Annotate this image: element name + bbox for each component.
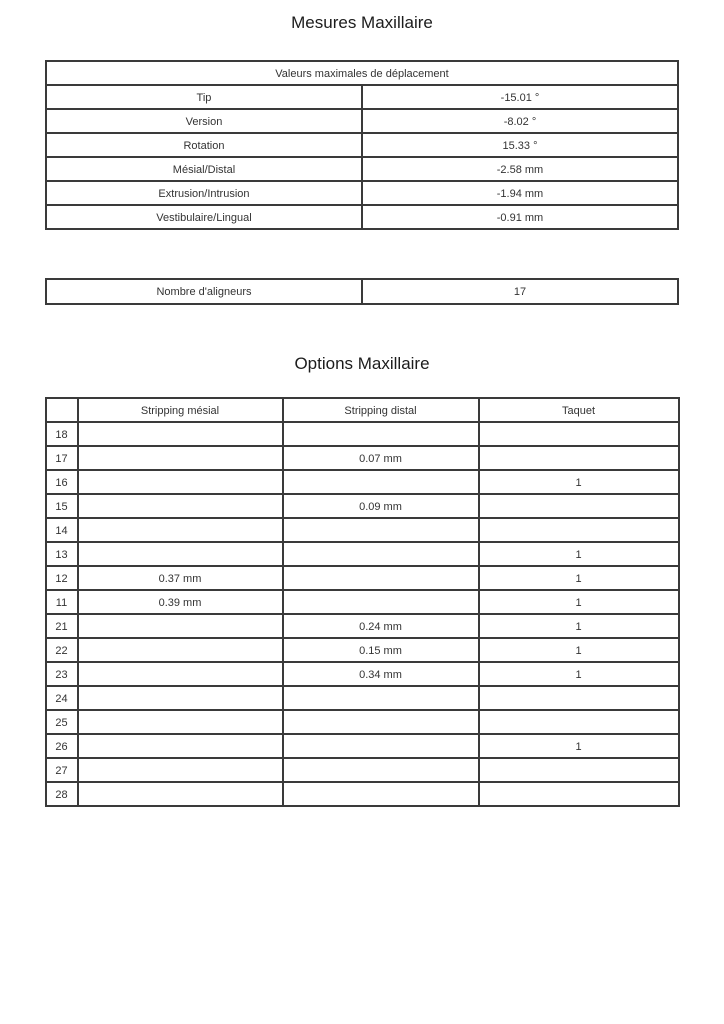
taquet-value: 1 [479, 734, 679, 758]
stripping-distal-value [283, 566, 479, 590]
column-header-stripping-distal: Stripping distal [283, 398, 479, 422]
table-row [46, 279, 678, 304]
taquet-value: 1 [479, 662, 679, 686]
stripping-distal-value [283, 590, 479, 614]
options-table-row [46, 518, 679, 542]
taquet-value: 1 [479, 470, 679, 494]
tooth-number: 21 [46, 614, 78, 638]
measure-value: -1.94 mm [362, 181, 678, 205]
tooth-number: 12 [46, 566, 78, 590]
table-row [46, 181, 678, 205]
stripping-mesial-value: 0.37 mm [78, 566, 283, 590]
stripping-distal-value: 0.34 mm [283, 662, 479, 686]
options-table-row [46, 614, 679, 638]
tooth-number: 11 [46, 590, 78, 614]
page-title-options: Options Maxillaire [294, 354, 430, 373]
column-header-taquet: Taquet [479, 398, 679, 422]
options-table-header-row [46, 398, 679, 422]
page-title-measures: Mesures Maxillaire [291, 13, 433, 32]
taquet-value [479, 710, 679, 734]
measure-value: -0.91 mm [362, 205, 678, 229]
table-row [46, 109, 678, 133]
taquet-value: 1 [479, 542, 679, 566]
tooth-number: 24 [46, 686, 78, 710]
tooth-number: 25 [46, 710, 78, 734]
options-table [45, 397, 680, 807]
stripping-mesial-value [78, 686, 283, 710]
aligners-table [45, 278, 679, 305]
measure-label: Extrusion/Intrusion [46, 181, 362, 205]
stripping-distal-value [283, 518, 479, 542]
stripping-mesial-value [78, 518, 283, 542]
taquet-value: 1 [479, 614, 679, 638]
tooth-number: 17 [46, 446, 78, 470]
stripping-distal-value [283, 422, 479, 446]
stripping-mesial-value [78, 734, 283, 758]
options-table-row [46, 662, 679, 686]
stripping-mesial-value [78, 446, 283, 470]
stripping-mesial-value [78, 782, 283, 806]
stripping-mesial-value [78, 662, 283, 686]
options-table-row [46, 494, 679, 518]
measures-table [45, 60, 679, 230]
options-table-row [46, 446, 679, 470]
options-table-row [46, 734, 679, 758]
taquet-value [479, 686, 679, 710]
stripping-distal-value: 0.07 mm [283, 446, 479, 470]
table-row [46, 133, 678, 157]
stripping-distal-value: 0.15 mm [283, 638, 479, 662]
tooth-number: 28 [46, 782, 78, 806]
options-table-row [46, 782, 679, 806]
measure-value: -15.01 ° [362, 85, 678, 109]
measure-value: 15.33 ° [362, 133, 678, 157]
stripping-mesial-value [78, 614, 283, 638]
options-table-row [46, 710, 679, 734]
options-table-row [46, 566, 679, 590]
stripping-distal-value [283, 470, 479, 494]
options-table-row [46, 542, 679, 566]
taquet-value [479, 446, 679, 470]
stripping-distal-value [283, 710, 479, 734]
options-table-row [46, 638, 679, 662]
measure-label: Tip [46, 85, 362, 109]
taquet-value: 1 [479, 590, 679, 614]
stripping-distal-value [283, 758, 479, 782]
stripping-mesial-value [78, 470, 283, 494]
options-table-row [46, 470, 679, 494]
table-row [46, 85, 678, 109]
measure-value: -2.58 mm [362, 157, 678, 181]
taquet-value [479, 422, 679, 446]
measure-label: Version [46, 109, 362, 133]
stripping-mesial-value [78, 422, 283, 446]
stripping-mesial-value [78, 638, 283, 662]
taquet-value: 1 [479, 638, 679, 662]
stripping-mesial-value [78, 710, 283, 734]
measure-label: Mésial/Distal [46, 157, 362, 181]
stripping-distal-value [283, 686, 479, 710]
aligners-count-label: Nombre d'aligneurs [46, 279, 362, 304]
measure-label: Vestibulaire/Lingual [46, 205, 362, 229]
stripping-distal-value [283, 542, 479, 566]
stripping-mesial-value [78, 494, 283, 518]
options-table-row [46, 422, 679, 446]
taquet-value [479, 758, 679, 782]
measures-table-header-row [46, 61, 678, 85]
tooth-number: 23 [46, 662, 78, 686]
taquet-value [479, 782, 679, 806]
taquet-value [479, 494, 679, 518]
tooth-number: 13 [46, 542, 78, 566]
options-table-row [46, 686, 679, 710]
taquet-value: 1 [479, 566, 679, 590]
aligners-count-value: 17 [362, 279, 678, 304]
options-table-row [46, 758, 679, 782]
tooth-number: 15 [46, 494, 78, 518]
stripping-distal-value [283, 782, 479, 806]
tooth-number: 14 [46, 518, 78, 542]
tooth-number: 16 [46, 470, 78, 494]
table-row [46, 205, 678, 229]
options-table-row [46, 590, 679, 614]
stripping-mesial-value: 0.39 mm [78, 590, 283, 614]
tooth-number: 27 [46, 758, 78, 782]
stripping-distal-value [283, 734, 479, 758]
tooth-number: 26 [46, 734, 78, 758]
stripping-mesial-value [78, 758, 283, 782]
tooth-number: 22 [46, 638, 78, 662]
stripping-distal-value: 0.24 mm [283, 614, 479, 638]
tooth-number: 18 [46, 422, 78, 446]
column-header-stripping-mesial: Stripping mésial [78, 398, 283, 422]
stripping-distal-value: 0.09 mm [283, 494, 479, 518]
stripping-mesial-value [78, 542, 283, 566]
column-header-tooth [46, 398, 78, 422]
taquet-value [479, 518, 679, 542]
measure-label: Rotation [46, 133, 362, 157]
table-row [46, 157, 678, 181]
measure-value: -8.02 ° [362, 109, 678, 133]
measures-table-header: Valeurs maximales de déplacement [46, 61, 678, 85]
